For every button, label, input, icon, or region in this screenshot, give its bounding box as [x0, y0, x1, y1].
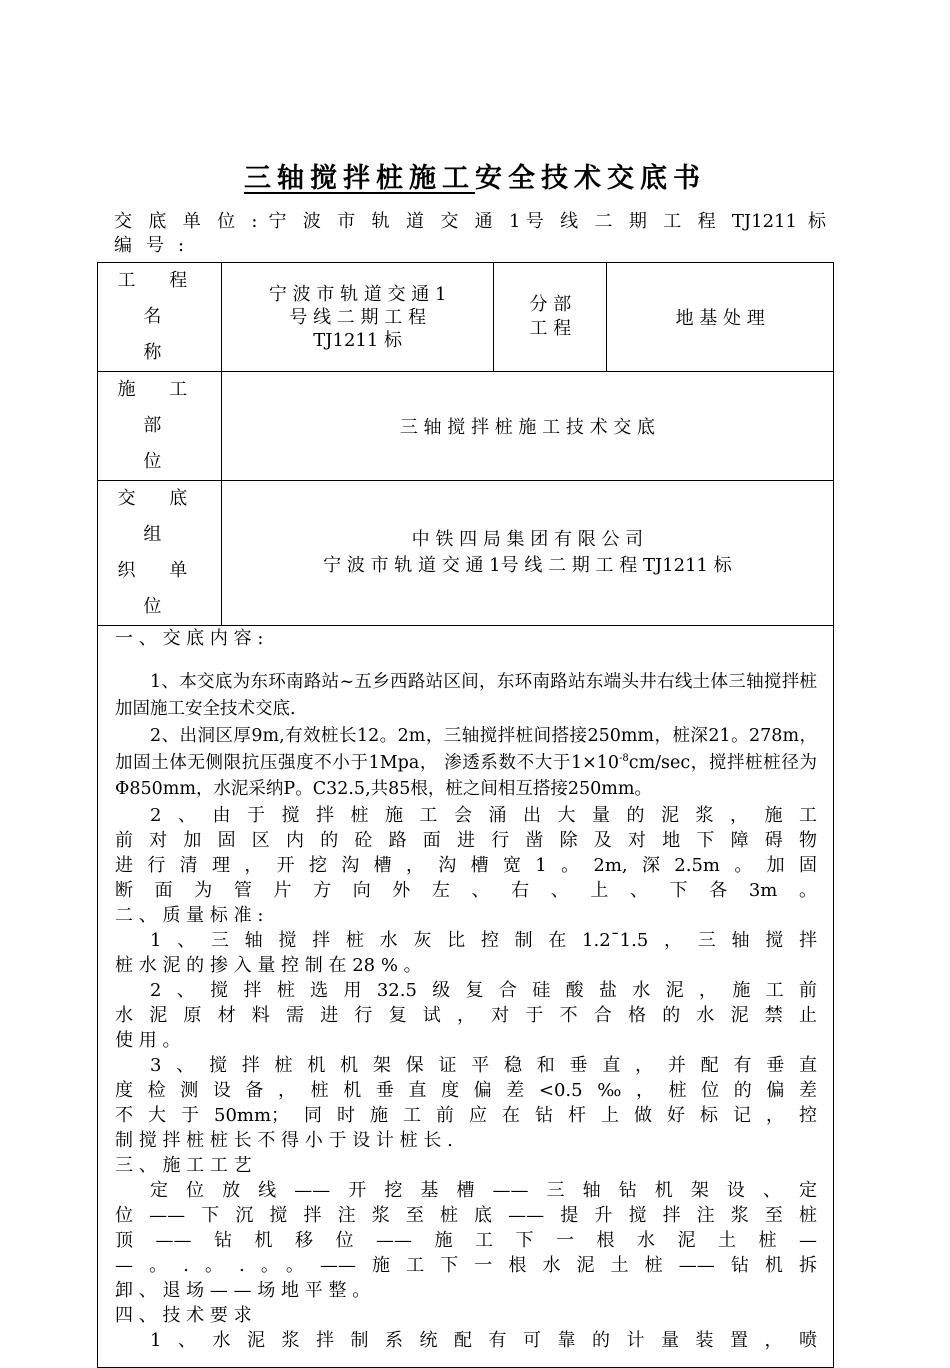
disclosure-content — [98, 626, 834, 1368]
section-1-paragraph-1: 1、本交底为东环南路站~五乡西路站区间，东环南路站东端头井右线土体三轴搅拌桩加固施工安全技术交底. — [115, 672, 817, 719]
part-value: 三 轴 搅 拌 桩 施 工 技 术 交 底 — [221, 372, 833, 481]
number-line: 编号: — [114, 235, 199, 256]
project-row — [98, 263, 834, 372]
disclosure-unit-line — [114, 210, 826, 234]
part-label: 施 工 部 位 — [98, 372, 222, 481]
section-1-heading: 一 、 交 底 内 容 : — [115, 628, 264, 649]
org-row — [98, 481, 834, 626]
content-row — [98, 626, 834, 1368]
section-4-heading: 四 、 技 术 要 求 — [115, 1304, 252, 1326]
title-underlined: 三轴搅拌桩施工 — [244, 163, 475, 194]
section-2-item-1: 1、三轴搅拌桩水灰比控制在1.2¯1.5，三轴搅拌 桩 水 泥 的 掺 入 量 控 制 在 28 % 。 — [115, 929, 817, 976]
division-value: 地 基 处 理 — [607, 263, 834, 372]
org-value: 中 铁 四 局 集 团 有 限 公 司 宁 波 市 轨 道 交 通 1号 线 二 期 工 程 TJ1211 标 — [221, 481, 833, 626]
section-4-item-1: 1、水泥浆拌制系统配有可靠的计量装置，喷 — [150, 1329, 817, 1351]
org-label: 交 底 组 织 单 位 — [98, 481, 222, 626]
section-3-heading: 三 、 施 工 工 艺 — [115, 1154, 252, 1176]
disclosure-table — [97, 262, 834, 1368]
title-rest: 安全技术交底书 — [475, 163, 706, 194]
section-3-process: 定位放线——开挖基槽——三轴钻机架设、定 位——下沉搅拌注浆至桩底——提升搅拌注浆至桩 顶——钻机移位——施工下一根水泥土桩— —。.。.。。——施工下一根水泥土桩——钻机拆 卸 、 退 场 — — 场 地 平 整 。 — [115, 1179, 817, 1301]
section-2-item-3: 3、搅拌桩机机架保证平稳和垂直，并配有垂直 度检测设备，桩机垂直度偏差<0.5‰，桩位的偏差 不大于50mm；同时施工前应在钻杆上做好标记，控 制 搅 拌 桩 桩 长 不 得 小 于 设 计 桩 长 . — [115, 1054, 817, 1151]
division-label: 分 部 工 程 — [494, 263, 607, 372]
project-name-value: 宁 波 市 轨 道 交 通 1 号 线 二 期 工 程 TJ1211 标 — [221, 263, 494, 372]
part-row — [98, 372, 834, 481]
section-1-paragraph-3: 2、由于搅拌桩施工会涌出大量的泥浆，施工 前对加固区内的砼路面进行凿除及对地下障碍物 进行清理，开挖沟槽，沟槽宽1。2m,深2.5m。加固 断面为管片方向外左、右、上、下各3m。 — [115, 804, 817, 901]
document-title — [0, 156, 950, 195]
section-1-paragraph-2: 2、出洞区厚9m,有效桩长12。2m，三轴搅拌桩间搭接250mm，桩深21。278m，加固土体无侧限抗压强度不小于1Mpa， 渗透系数不大于$1\times 10^{-8}cm/\sec$，搅拌桩桩径为Φ850mm，水泥采纳P。C32.5,共85根，桩之间相互搭接250mm。 — [115, 726, 817, 799]
unit-label: 交 底 单 位 : — [114, 211, 258, 232]
unit-value: 宁 波 市 轨 道 交 通 1号 线 二 期 工 程 TJ1211 标 — [268, 211, 826, 232]
section-2-item-2: 2、搅拌桩选用32.5级复合硅酸盐水泥，施工前 水泥原材料需进行复试，对于不合格的水泥禁止 使 用 。 — [115, 979, 817, 1051]
section-2-heading: 二 、 质 量 标 准 : — [115, 904, 264, 926]
project-name-label: 工 程 名 称 — [98, 263, 222, 372]
